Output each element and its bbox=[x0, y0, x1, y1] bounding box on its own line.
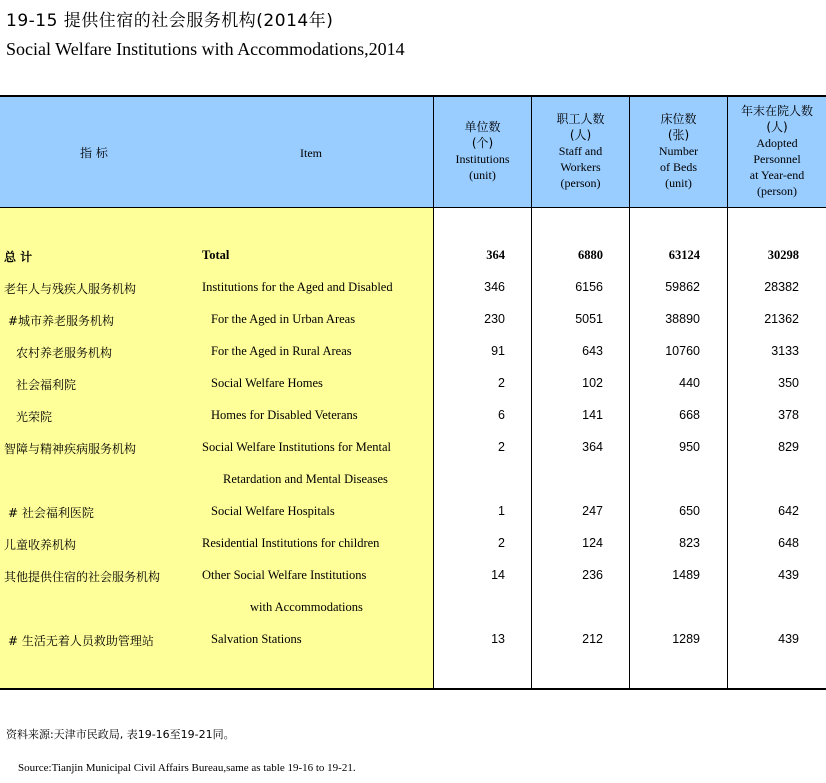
table-row: 其他提供住宿的社会服务机构 Other Social Welfare Institutions 14 236 1489 439 bbox=[4, 568, 799, 584]
table-row: # 社会福利医院 Social Welfare Hospitals 1 247 650 642 bbox=[8, 504, 799, 520]
table-row: #城市养老服务机构 For the Aged in Urban Areas 230 5051 38890 21362 bbox=[8, 312, 799, 328]
table-row: 智障与精神疾病服务机构 Social Welfare Institutions for Mental 2 364 950 829 bbox=[4, 440, 799, 456]
table-row: 社会福利院 Social Welfare Homes 2 102 440 350 bbox=[16, 376, 799, 392]
table-row: 农村养老服务机构 For the Aged in Rural Areas 91 643 10760 3133 bbox=[16, 344, 799, 360]
table-row: 儿童收养机构 Residential Institutions for children 2 124 823 648 bbox=[4, 536, 799, 552]
table-row: 老年人与残疾人服务机构 Institutions for the Aged and Disabled 346 6156 59862 28382 bbox=[4, 280, 799, 296]
header-indicator: 指 标 bbox=[80, 146, 108, 160]
header-item: Item bbox=[300, 146, 322, 160]
header-divider bbox=[0, 207, 826, 208]
table-row: Retardation and Mental Diseases bbox=[223, 472, 388, 486]
source-note-en: Source:Tianjin Municipal Civil Affairs Bureau,same as table 19-16 to 19-21. bbox=[18, 762, 356, 774]
header-staff: 职工人数 (人) Staff and Workers (person) bbox=[556, 112, 605, 190]
header-band-left bbox=[0, 97, 433, 208]
table-row: # 生活无着人员救助管理站 Salvation Stations 13 212 1289 439 bbox=[8, 632, 799, 648]
table-row: with Accommodations bbox=[250, 600, 363, 614]
header-institutions: 单位数 (个) Institutions (unit) bbox=[455, 120, 510, 182]
table-row: 总 计 Total 364 6880 63124 30298 bbox=[4, 248, 799, 264]
header-adopted: 年末在院人数 (人) Adopted Personnel at Year-end (person) bbox=[740, 104, 813, 198]
header-beds: 床位数 (张) Number of Beds (unit) bbox=[658, 112, 699, 190]
source-note-cn: 资料来源:天津市民政局, 表19-16至19-21同。 bbox=[6, 728, 235, 741]
data-table bbox=[0, 95, 826, 690]
page-title-en: Social Welfare Institutions with Accommodations,2014 bbox=[6, 39, 405, 59]
page-title-cn: 19-15 提供住宿的社会服务机构(2014年) bbox=[6, 11, 334, 31]
table-row: 光荣院 Homes for Disabled Veterans 6 141 668 378 bbox=[16, 408, 799, 424]
